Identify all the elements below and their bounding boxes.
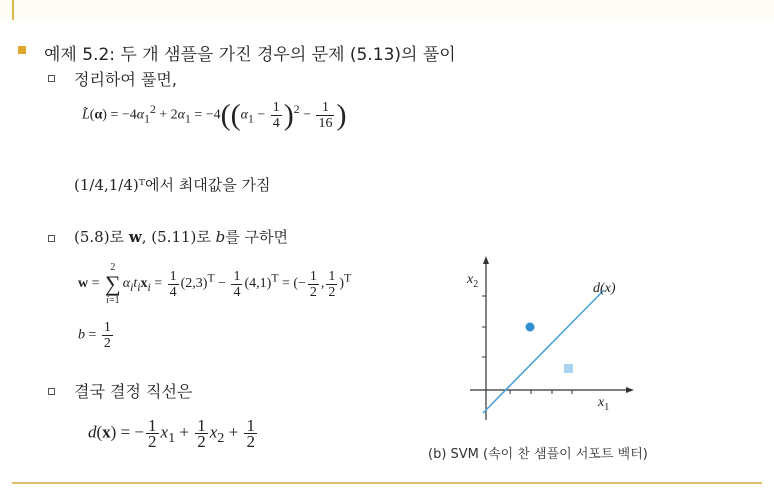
figure-caption: (b) SVM (속이 찬 샘플이 서포트 벡터): [428, 447, 648, 462]
line-label: d(x): [593, 281, 616, 296]
bottom-divider: [12, 482, 762, 484]
support-vector-square: [564, 364, 573, 373]
bias-equation: b = $\frac{1}{2}$: [78, 320, 111, 351]
support-vector-circle: [526, 323, 535, 332]
y-axis-arrow-icon: [483, 256, 489, 264]
max-value-text: (1/4,1/4)ᵀ에서 최대값을 가짐: [74, 176, 271, 194]
example-title: 예제 5.2: 두 개 샘플을 가진 경우의 문제 (5.13)의 풀이: [44, 45, 456, 65]
step3-label: 결국 결정 직선은: [74, 382, 193, 401]
decision-line-equation: d(x) = − $\frac{1}{2}$ $x_1$ + $\frac{1}{2}$ $x_2$ + $\frac{1}{2}$: [88, 416, 255, 451]
decision-line: [483, 290, 604, 413]
step2-label: (5.8)로 w, (5.11)로 b를 구하면: [74, 228, 288, 246]
step1-label: 정리하여 풀면,: [74, 70, 177, 89]
x-axis-arrow-icon: [626, 387, 634, 393]
x-axis-label: $x_1$: [598, 395, 610, 413]
y-axis-label: $x_2$: [467, 272, 479, 290]
lagrangian-equation: L̃(α) = $-4\alpha_1^2 + 2\alpha_1 = -4((\alpha_1$ − $\frac{1}{4}$ )$^2$ − $\frac{1}{16}$ ): [82, 98, 347, 132]
weight-equation: w = 2 ∑ i=1 $\alpha_it_ix_i$ = $\frac{1}{4}$ $(2,3)^T$ − $\frac{1}{4}$ $(4,1)^T$ = (− $\frac{1}{2}$ , $\frac{1}{2}$ )$^T$: [78, 262, 352, 306]
